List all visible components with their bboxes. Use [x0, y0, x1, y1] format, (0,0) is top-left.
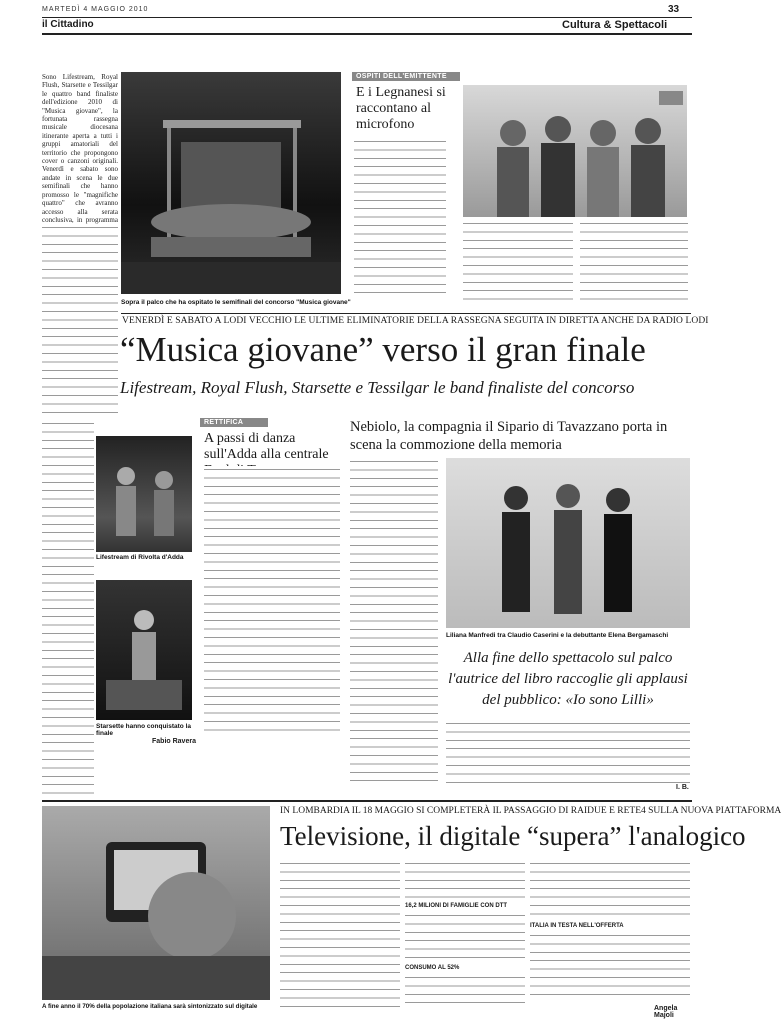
rettifica-tag: RETTIFICA — [200, 418, 268, 427]
ospiti-tag: OSPITI DELL'EMITTENTE — [352, 72, 460, 81]
tv-sub-1: 16,2 MILIONI DI FAMIGLIE CON DTT — [405, 903, 508, 909]
nebiolo-body-2 — [446, 720, 690, 788]
tv-body-1 — [280, 860, 400, 1010]
left-column-body-2 — [42, 420, 94, 830]
stage-photo-caption: Sopra il palco che ha ospitato le semifinali del concorso "Musica giovane" — [121, 299, 351, 306]
tv-photo-caption: A fine anno il 70% della popolazione italiana sarà sintonizzato sul digitale — [42, 1003, 258, 1010]
tv-story-kicker: IN LOMBARDIA IL 18 MAGGIO SI COMPLETERÀ IL PASSAGGIO DI RAIDUE E RETE4 SULLA NUOVA PIATTAFORMA — [280, 806, 781, 816]
nebiolo-caption: Liliana Manfredi tra Claudio Caserini e la debuttante Elena Bergamaschi — [446, 632, 669, 639]
nebiolo-headline: Nebiolo, la compagnia il Sipario di Tavazzano porta in scena la commozione della memoria — [350, 419, 668, 453]
legnanesi-photo — [463, 85, 687, 217]
group-photo-illustration — [463, 85, 687, 217]
tv-sub-3: ITALIA IN TESTA NELL'OFFERTA — [530, 923, 624, 929]
nebiolo-body-1 — [350, 458, 438, 788]
main-story-kicker: VENERDÌ E SABATO A LODI VECCHIO LE ULTIME ELIMINATORIE DELLA RASSEGNA SEGUITA IN DIRETTA ANCHE DA RADIO LODI — [122, 316, 709, 326]
actors-illustration — [446, 458, 690, 628]
starsette-caption: Starsette hanno conquistato la finale — [96, 723, 191, 737]
stage-illustration — [121, 72, 341, 294]
rettifica-headline: A passi di danza sull'Adda alla centrale — [204, 431, 329, 462]
rettifica-body — [204, 466, 340, 736]
nebiolo-pullquote: Alla fine dello spettacolo sul palco l'autrice del libro raccoglie gli applausi del pubblico: «Io sono Lilli» — [448, 650, 688, 708]
tv-body-2 — [405, 860, 525, 900]
tv-body-4 — [405, 974, 525, 1010]
band-illustration — [96, 436, 192, 552]
tv-story-rule — [42, 800, 692, 802]
masthead-rule-bottom — [42, 33, 692, 35]
lifestream-photo — [96, 436, 192, 552]
legnanesi-body-2 — [580, 220, 688, 300]
tv-body-5 — [530, 860, 690, 920]
starsette-photo — [96, 580, 192, 720]
section-title: Cultura & Spettacoli — [562, 19, 668, 31]
masthead-date: MARTEDÌ 4 MAGGIO 2010 — [42, 6, 149, 13]
paper-logo: il Cittadino — [42, 19, 94, 30]
page-number: 33 — [668, 4, 680, 15]
ospiti-headline: E i Legnanesi si raccontano al microfono — [356, 85, 446, 132]
lifestream-caption: Lifestream di Rivolta d'Adda — [96, 554, 184, 561]
main-story-rule — [121, 313, 691, 314]
main-story-subheadline: Lifestream, Royal Flush, Starsette e Tessilgar le band finaliste del concorso — [120, 378, 635, 397]
tv-story-headline: Televisione, il digitale “supera” l'analogico — [280, 821, 746, 851]
stage-photo — [121, 72, 341, 294]
left-column-intro: Sono Lifestream, Royal Flush, Starsette e Tessilgar le quattro band finaliste dell'edizione 2010 di "Musica giovane", la fortunata rassegna musicale diocesana itinerante aperta a tutti i gruppi amatoriali del territorio che propongono cover o canzoni originali. Venerdì e sabato sono andate in scena le due semifinali che hanno promosso le "magnifiche quattro" che avranno accesso alla serata conclusiva, in programma — [42, 73, 118, 224]
tv-photo — [42, 806, 270, 1000]
tv-sub-2: CONSUMO AL 52% — [405, 965, 460, 971]
tv-body-6 — [530, 932, 690, 1002]
nebiolo-photo — [446, 458, 690, 628]
ospiti-body — [354, 138, 446, 298]
legnanesi-body-1 — [463, 220, 573, 300]
tv-byline: Angela Majoli — [654, 1005, 678, 1019]
tv-illustration — [42, 806, 270, 1000]
band-illustration-2 — [96, 580, 192, 720]
tv-body-3 — [405, 912, 525, 962]
masthead-rule — [42, 17, 692, 18]
main-story-headline: “Musica giovane” verso il gran finale — [120, 330, 646, 369]
main-story-byline: Fabio Ravera — [152, 738, 196, 745]
left-column-body — [42, 224, 118, 414]
nebiolo-byline: I. B. — [676, 784, 689, 791]
